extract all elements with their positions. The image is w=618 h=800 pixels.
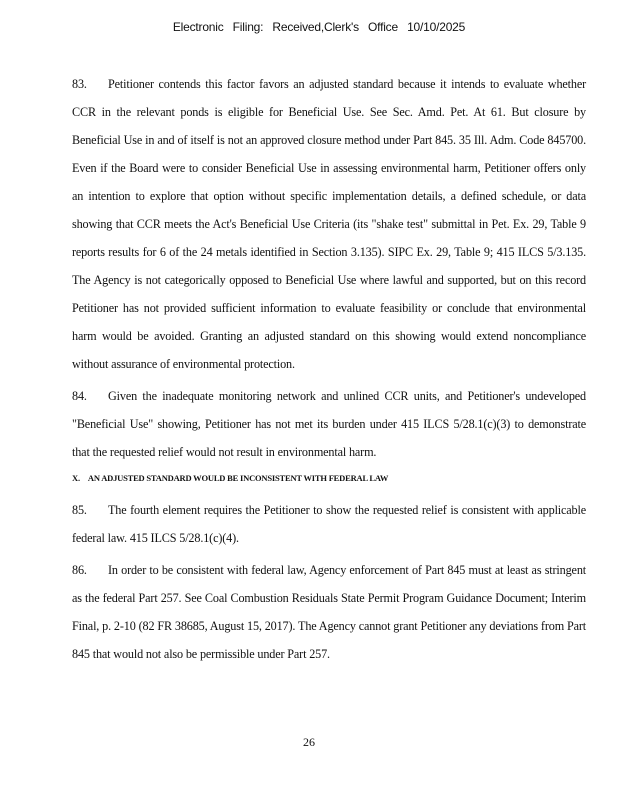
section-heading: [72, 470, 586, 486]
paragraph-number: 85.: [72, 503, 87, 517]
paragraph-83: [72, 70, 586, 378]
paragraph-text: In order to be consistent with federal law, Agency enforcement of Part 845 must at least as stringent as the federal Part 257. See Coal Combustion Residuals State Permit Program Guidance Document; Interim Final, p. 2-10 (82 FR 38685, August 15, 2017). The Agency cannot grant Petitioner any deviations from Part 845 that would not also be permissible under Part 257.: [72, 563, 586, 661]
paragraph-85: [72, 496, 586, 552]
paragraph-text: Petitioner contends this factor favors an adjusted standard because it intends to evaluate whether CCR in the relevant ponds is eligible for Beneficial Use. See Sec. Amd. Pet. At 61. But closure by Beneficial Use in and of itself is not an approved closure method under Part 845. 35 Ill. Adm. Code 845700. Even if the Board were to consider Beneficial Use in assessing environmental harm, Petitioner offers only an intention to explore that option without specific implementation details, a defined schedule, or data showing that CCR meets the Act's Beneficial Use Criteria (its "shake test" submittal in Pet. Ex. 29, Table 9 reports results for 6 of the 24 metals identified in Section 3.135). SIPC Ex. 29, Table 9; 415 ILCS 5/3.135. The Agency is not categorically opposed to Beneficial Use where lawful and supported, but on this record Petitioner has not provided sufficient information to evaluate feasibility or conclude that environmental harm would be avoided. Granting an adjusted standard on this showing would extend noncompliance without assurance of environmental protection.: [72, 77, 586, 371]
section-number: X.: [72, 473, 80, 483]
paragraph-number: 84.: [72, 389, 87, 403]
paragraph-number: 83.: [72, 77, 87, 91]
paragraph-86: [72, 556, 586, 668]
electronic-filing-header: Electronic Filing: Received,Clerk's Office 10/10/2025: [172, 20, 466, 34]
paragraph-number: 86.: [72, 563, 87, 577]
paragraph-text: Given the inadequate monitoring network and unlined CCR units, and Petitioner's undeveloped "Beneficial Use" showing, Petitioner has not met its burden under 415 ILCS 5/28.1(c)(3) to demonstrate that the requested relief would not result in environmental harm.: [72, 389, 586, 459]
document-body: [72, 70, 586, 672]
section-title: AN ADJUSTED STANDARD WOULD BE INCONSISTENT WITH FEDERAL LAW: [87, 473, 389, 483]
paragraph-text: The fourth element requires the Petitioner to show the requested relief is consistent with applicable federal law. 415 ILCS 5/28.1(c)(4).: [72, 503, 586, 545]
page-number: 26: [303, 735, 315, 749]
paragraph-84: [72, 382, 586, 466]
